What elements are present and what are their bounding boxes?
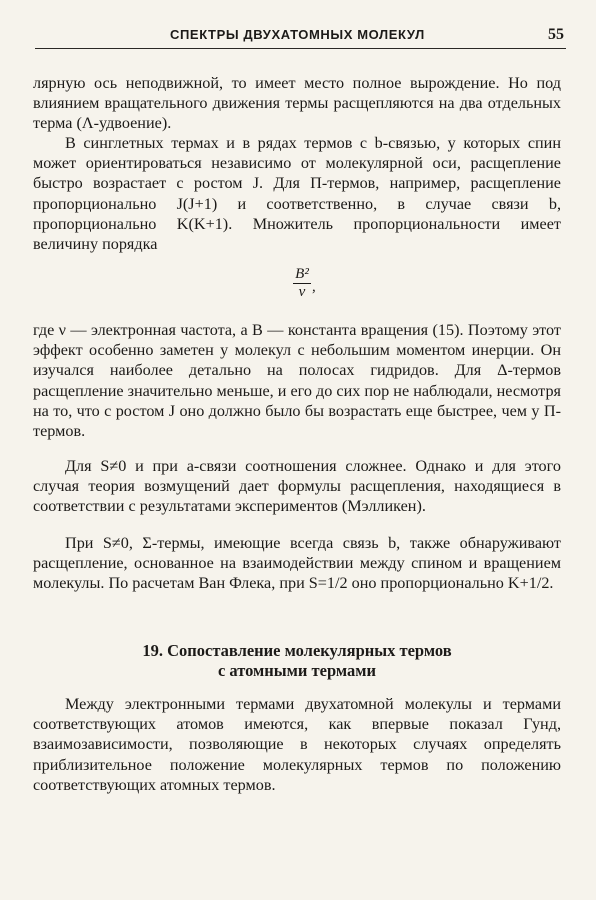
paragraph-6 — [33, 694, 561, 795]
page-header — [35, 26, 566, 49]
paragraph-3 — [33, 320, 561, 441]
fraction-numerator: B² — [295, 266, 309, 282]
paragraph-1 — [33, 73, 561, 134]
paragraph-2-text: В синглетных термах и в рядах термов с b-связью, у которых спин может ориентироваться независимо от молекулярной оси, расщепление быстро возрастает с ростом J. Для П-термов, например, расщепление пропорционально J(J+1) и соответственно, в случае связи b, пропорционально K(K+1). Множитель пропорциональности имеет величину порядка — [33, 134, 561, 254]
paragraph-5-text: При S≠0, Σ-термы, имеющие всегда связь b, также обнаруживают расщепление, основанное на взаимодействии между спином и вращением молекулы. По расчетам Ван Флека, при S=1/2 оно пропорционально K+1/2. — [33, 534, 561, 593]
section-heading — [33, 641, 561, 681]
section-heading-line-1: 19. Сопоставление молекулярных термов — [142, 641, 452, 660]
paragraph-2 — [33, 133, 561, 254]
fraction-denominator: ν — [298, 284, 306, 300]
fraction — [293, 266, 311, 301]
formula-punctuation: , — [312, 279, 316, 295]
section-heading-line-2: с атомными термами — [217, 661, 377, 680]
formula-b2-over-nu — [282, 266, 322, 301]
paragraph-3-text: где ν — электронная частота, а B — константа вращения (15). Поэтому этот эффект особенно заметен у молекул с небольшим моментом инерции. Он изучался наиболее детально на полосах гидридов. Для Δ-термов расщепление значительно меньше, и его до сих пор не наблюдали, несмотря на то, что с ростом J оно должно было бы возрастать еще быстрее, чем у П-термов. — [33, 321, 561, 441]
paragraph-4 — [33, 456, 561, 517]
paragraph-1-text: лярную ось неподвижной, то имеет место полное вырождение. Но под влиянием вращательного движения термы расщепляются на два отдельных терма (Λ-удвоение). — [33, 74, 561, 133]
running-head: СПЕКТРЫ ДВУХАТОМНЫХ МОЛЕКУЛ — [170, 27, 425, 42]
paragraph-4-text: Для S≠0 и при a-связи соотношения сложнее. Однако и для этого случая теория возмущений дает формулы расщепления, находящиеся в соответствии с результатами экспериментов (Мэлликен). — [33, 457, 561, 516]
page-number: 55 — [548, 26, 564, 43]
paragraph-6-text: Между электронными термами двухатомной молекулы и термами соответствующих атомов имеются, как впервые показал Гунд, взаимозависимости, позволяющие в некоторых случаях определять приблизительное положение молекулярных термов по положению соответствующих атомных термов. — [33, 695, 561, 794]
paragraph-5 — [33, 533, 561, 594]
